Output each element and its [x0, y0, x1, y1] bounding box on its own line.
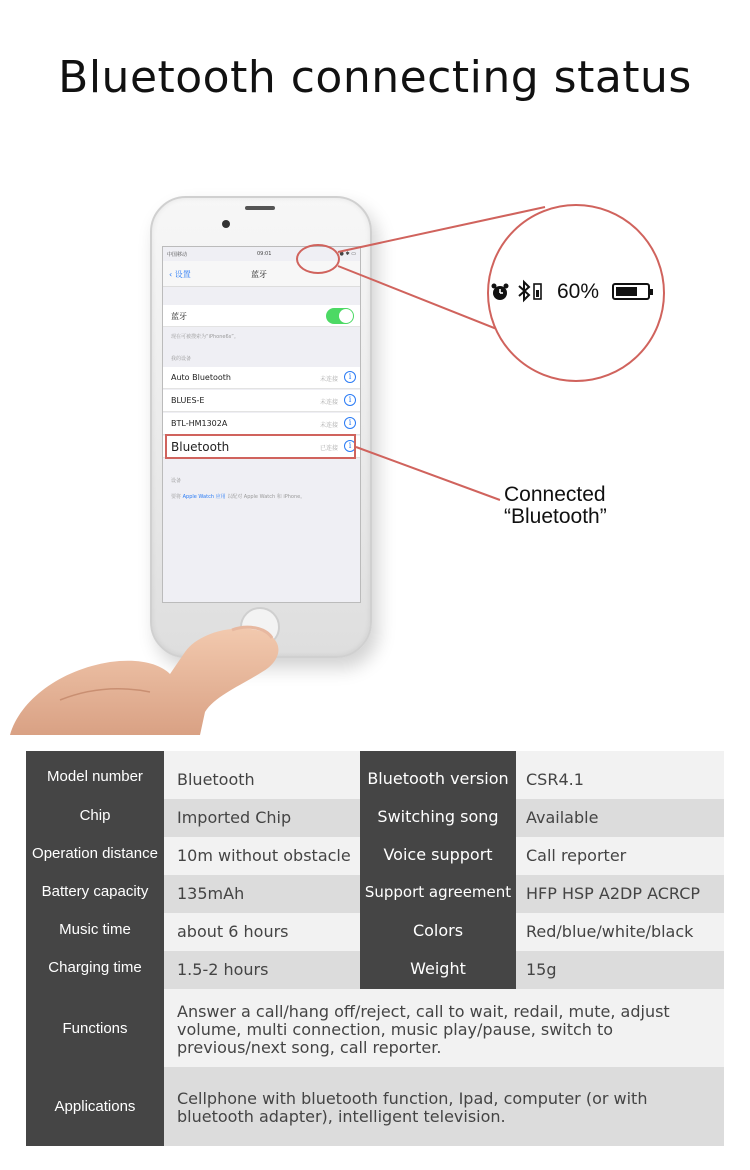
- connected-device-name: Bluetooth: [171, 440, 230, 454]
- battery-icon: [612, 283, 650, 300]
- connected-callout-line1: Connected: [504, 483, 606, 506]
- spec-label: Charging time: [48, 959, 142, 976]
- spec-value: HFP HSP A2DP ACRCP: [526, 884, 701, 903]
- status-time: 09:01: [257, 251, 272, 257]
- hand-illustration: [0, 600, 300, 735]
- connected-callout: [504, 484, 607, 528]
- bluetooth-icon: [516, 279, 544, 308]
- spec-value: Imported Chip: [177, 808, 292, 827]
- back-button[interactable]: ‹ 设置: [169, 270, 191, 279]
- spec-value: 135mAh: [177, 884, 245, 903]
- spec-value: Cellphone with bluetooth function, Ipad, computer (or with bluetooth adapter), intelligent television.: [177, 1089, 648, 1126]
- device-status: 未连接: [319, 399, 338, 406]
- spec-label: Chip: [79, 807, 111, 824]
- device-name: BLUES-E: [171, 396, 205, 405]
- spec-value: CSR4.1: [526, 770, 584, 789]
- spec-label: Battery capacity: [41, 883, 149, 900]
- info-icon[interactable]: i: [344, 394, 356, 406]
- page-title: Bluetooth connecting status: [58, 52, 692, 103]
- spec-label: Music time: [59, 921, 131, 938]
- battery-percent: 60%: [557, 280, 600, 303]
- watch-note-suffix: 以配对 Apple Watch 和 iPhone。: [227, 494, 306, 500]
- info-icon[interactable]: i: [344, 417, 356, 429]
- spec-label: Voice support: [383, 845, 493, 864]
- nav-title: 蓝牙: [251, 270, 267, 279]
- spec-label: Model number: [47, 768, 143, 785]
- spec-label: Switching song: [377, 807, 499, 826]
- status-icons: ● ✱ ▭: [339, 251, 356, 257]
- spec-value: Answer a call/hang off/reject, call to wait, redail, mute, adjust volume, multi connection, music play/pause, switch to previous/next song, call reporter.: [177, 1002, 670, 1057]
- bluetooth-toggle-label: 蓝牙: [171, 312, 187, 321]
- alarm-clock-icon: [490, 282, 510, 307]
- spec-value: about 6 hours: [177, 922, 289, 941]
- device-status: 未连接: [319, 376, 338, 383]
- spec-value: 10m without obstacle: [177, 846, 351, 865]
- carrier-label: 中国移动: [167, 252, 188, 258]
- back-label: 设置: [174, 270, 191, 279]
- device-name: Auto Bluetooth: [171, 373, 231, 382]
- spec-label: Functions: [62, 1020, 128, 1037]
- info-icon[interactable]: i: [344, 371, 356, 383]
- spec-value: Red/blue/white/black: [526, 922, 694, 941]
- discoverable-note: 现在可被搜索为“iPhone6s”。: [171, 334, 239, 340]
- spec-label: Support agreement: [364, 883, 512, 901]
- spec-label: Weight: [410, 959, 466, 978]
- info-icon[interactable]: i: [344, 440, 356, 452]
- status-zoom-marker: [296, 244, 340, 274]
- device-name: BTL-HM1302A: [171, 419, 228, 428]
- spec-value: 15g: [526, 960, 557, 979]
- watch-app-link[interactable]: Apple Watch 应用: [182, 494, 226, 500]
- device-status: 未连接: [319, 422, 338, 429]
- spec-value: Call reporter: [526, 846, 627, 865]
- spec-label: Bluetooth version: [367, 769, 509, 788]
- section-header-my-devices: 我的设备: [171, 356, 192, 362]
- spec-table: [26, 751, 724, 1146]
- spec-label: Applications: [54, 1098, 136, 1115]
- zoomed-status-bar: [490, 279, 665, 305]
- spec-value: 1.5-2 hours: [177, 960, 269, 979]
- spec-value: Bluetooth: [177, 770, 255, 789]
- device-status: 已连接: [319, 445, 338, 452]
- connected-callout-line2: “Bluetooth”: [504, 505, 607, 528]
- spec-label: Colors: [412, 921, 464, 940]
- spec-value: Available: [526, 808, 599, 827]
- other-devices-header: 设备: [171, 478, 182, 484]
- watch-note-prefix: 要将: [171, 494, 182, 500]
- spec-label: Operation distance: [32, 845, 158, 862]
